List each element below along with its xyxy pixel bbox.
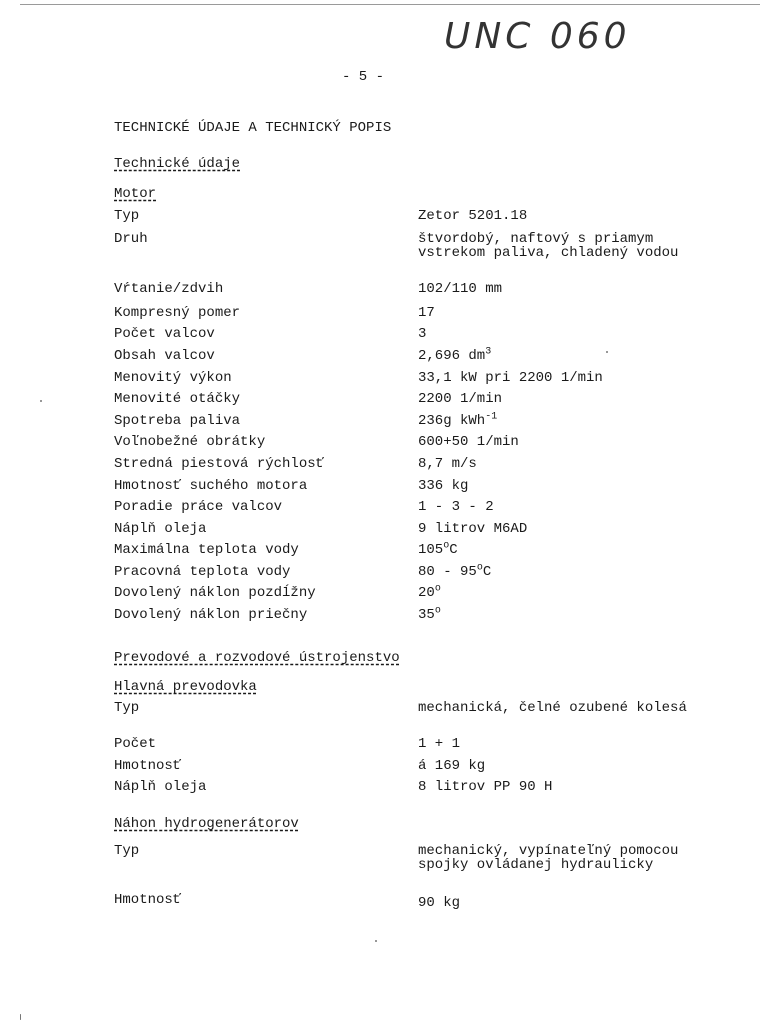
spec-label: Poradie práce valcov xyxy=(114,499,283,515)
spec-label: Počet xyxy=(114,736,157,752)
spec-label: Typ xyxy=(114,208,140,224)
spec-value: 90 kg xyxy=(418,895,461,911)
spec-value: 336 kg xyxy=(418,478,469,494)
spec-value: 2,696 $dm^3$ xyxy=(418,346,492,364)
spec-label: Dovolený náklon pozdĺžny xyxy=(114,585,316,601)
section-title-hlavna-prevodovka: Hlavná prevodovka xyxy=(114,679,257,695)
section-title-motor: Motor xyxy=(114,186,157,202)
spec-label: Dovolený náklon priečny xyxy=(114,607,308,623)
spec-value: á 169 kg xyxy=(418,758,486,774)
spec-value: štvordobý, naftový s priamym vstrekom paliva, chladený vodou xyxy=(418,231,679,261)
spec-label: Hmotnosť xyxy=(114,892,182,908)
spec-value: 20$^o$ xyxy=(418,583,441,601)
spec-value: 8 litrov PP 90 H xyxy=(418,779,553,795)
spec-label: Stredná piestová rýchlosť xyxy=(114,456,325,472)
spec-label: Pracovná teplota vody xyxy=(114,564,291,580)
spec-label: Náplň oleja xyxy=(114,521,207,537)
spec-value: 236g kWh$^{-1}$ xyxy=(418,411,498,429)
scan-speck xyxy=(40,400,42,402)
spec-value: mechanická, čelné ozubené kolesá xyxy=(418,700,687,716)
spec-label: Typ xyxy=(114,700,140,716)
scan-speck xyxy=(20,1014,21,1020)
top-rule xyxy=(20,4,760,5)
document-heading: TECHNICKÉ ÚDAJE A TECHNICKÝ POPIS xyxy=(114,120,392,136)
spec-value: 3 xyxy=(418,326,427,342)
spec-value: 1 - 3 - 2 xyxy=(418,499,494,515)
spec-label: Počet valcov xyxy=(114,326,215,342)
spec-label: Typ xyxy=(114,843,140,859)
spec-value: Zetor 5201.18 xyxy=(418,208,528,224)
spec-label: Kompresný pomer xyxy=(114,305,241,321)
spec-value: 2200 1/min xyxy=(418,391,503,407)
spec-label: Voľnobežné obrátky xyxy=(114,434,266,450)
spec-value: 35$^o$ xyxy=(418,605,441,623)
spec-label: Druh xyxy=(114,231,148,247)
spec-label: Spotreba paliva xyxy=(114,413,241,429)
section-title-nahon: Náhon hydrogenerátorov xyxy=(114,816,299,832)
spec-value: 105$^o$C xyxy=(418,540,458,558)
spec-value: 8,7 m/s xyxy=(418,456,477,472)
scan-speck xyxy=(375,940,377,942)
spec-value: 600+50 1/min xyxy=(418,434,519,450)
spec-label: Náplň oleja xyxy=(114,779,207,795)
handwritten-doc-code: UNC 060 xyxy=(444,16,631,57)
spec-value: mechanický, vypínateľný pomocou spojky ovládanej hydraulicky xyxy=(418,843,679,873)
spec-value: 33,1 kW pri 2200 1/min xyxy=(418,370,603,386)
spec-label: Hmotnosť xyxy=(114,758,182,774)
spec-label: Menovitý výkon xyxy=(114,370,232,386)
section-title-technicke-udaje: Technické údaje xyxy=(114,156,241,172)
spec-value: 9 litrov M6AD xyxy=(418,521,528,537)
spec-value: 1 + 1 xyxy=(418,736,461,752)
spec-label: Vŕtanie/zdvih xyxy=(114,281,224,297)
spec-label: Obsah valcov xyxy=(114,348,215,364)
spec-value: 102/110 mm xyxy=(418,281,503,297)
spec-label: Maximálna teplota vody xyxy=(114,542,299,558)
scan-speck xyxy=(606,351,608,353)
section-title-prevodove: Prevodové a rozvodové ústrojenstvo xyxy=(114,650,400,666)
spec-label: Hmotnosť suchého motora xyxy=(114,478,308,494)
spec-value: 80 - 95$^o$C xyxy=(418,562,492,580)
spec-value: 17 xyxy=(418,305,435,321)
page-number: - 5 - xyxy=(342,69,385,85)
spec-label: Menovité otáčky xyxy=(114,391,241,407)
